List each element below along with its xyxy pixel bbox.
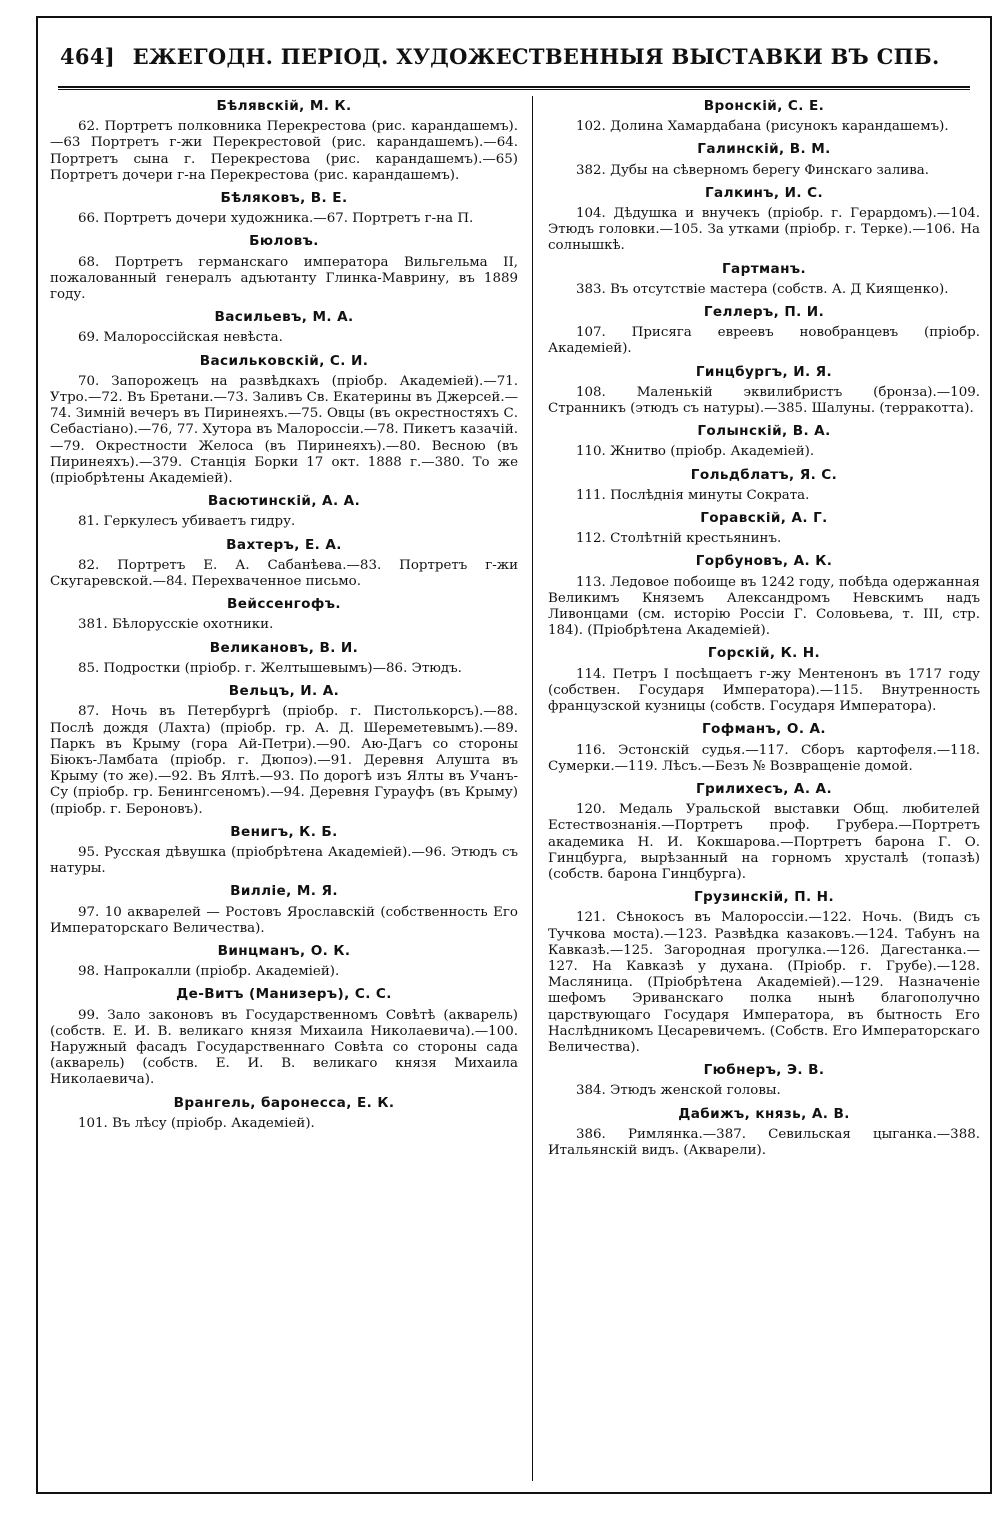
- artist-heading: Горавскій, А. Г.: [700, 510, 828, 527]
- works-entry: 81. Геркулесъ убиваетъ гидру.: [78, 514, 296, 530]
- works-entry: 386. Римлянка.—387. Севильская цыганка.—388. Итальянскій видъ. (Акварели).: [548, 1126, 980, 1158]
- artist-heading: Васильковскій, С. И.: [199, 352, 369, 369]
- page-number: 464]: [60, 44, 115, 69]
- artist-heading: Вахтеръ, Е. А.: [226, 536, 342, 553]
- works-entry: 114. Петръ I посѣщаетъ г-жу Ментенонъ въ 1717 году (собствен. Государя Императора).—115. Внутренность французской кузницы (собств. Государя Императора).: [548, 666, 980, 715]
- works-entry: 121. Сѣнокосъ въ Малороссіи.—122. Ночь. (Видъ съ Тучкова моста).—123. Развѣдка казаковъ.—124. Табунъ на Кавказѣ.—125. Загородная прогулка.—126. Дагестанка.—127. На Кавказѣ у духана. (Пріобр. г. Грубе).—128. Масляница. (Пріобрѣтена Академіей).—129. Назначеніе шефомъ Эриванскаго полка нынѣ благополучно царствующаго Государя Императора, въ бытность Его Наслѣдникомъ Цесаревичемъ. (Собств. Его Императорскаго Величества).: [548, 910, 980, 1055]
- works-entry: 98. Напрокалли (пріобр. Академіей).: [78, 964, 340, 980]
- artist-heading: Вейссенгофъ.: [227, 596, 341, 613]
- right-column: [548, 96, 980, 1161]
- works-entry: 383. Въ отсутствіе мастера (собств. А. Д Киященко).: [576, 281, 949, 297]
- page-header: [60, 44, 960, 84]
- artist-heading: Гольдблатъ, Я. С.: [690, 466, 838, 483]
- artist-heading: Геллеръ, П. И.: [703, 304, 825, 321]
- artist-heading: Венигъ, К. Б.: [230, 823, 338, 840]
- artist-heading: Грилихесъ, А. А.: [695, 780, 833, 797]
- works-entry: 97. 10 акварелей — Ростовъ Ярославскій (собственность Его Императорскаго Величества).: [50, 904, 518, 936]
- works-entry: 101. Въ лѣсу (пріобр. Академіей).: [78, 1115, 315, 1131]
- works-entry: 116. Эстонскій судья.—117. Сборъ картофеля.—118. Сумерки.—119. Лѣсъ.—Безъ № Возвращеніе домой.: [548, 742, 980, 774]
- works-entry: 112. Столѣтній крестьянинъ.: [576, 531, 782, 547]
- artist-heading: Гинцбургъ, И. Я.: [695, 363, 833, 380]
- left-column: [50, 96, 518, 1134]
- works-entry: 102. Долина Хамардабана (рисунокъ карандашемъ).: [576, 119, 949, 135]
- works-entry: 104. Дѣдушка и внучекъ (пріобр. г. Герардомъ).—104. Этюдъ головки.—105. За утками (пріобр. г. Терке).—106. На солнышкѣ.: [548, 206, 980, 254]
- artist-heading: Галинскій, В. М.: [697, 141, 831, 158]
- works-entry: 120. Медаль Уральской выставки Общ. любителей Естествознанія.—Портретъ проф. Грубера.—Портретъ академика Н. И. Кокшарова.—Портретъ барона Г. О. Гинцбурга, вырѣзанный на горномъ хрусталѣ (топазѣ) (собств. барона Гинцбурга).: [548, 802, 980, 882]
- works-entry: 99. Зало законовъ въ Государственномъ Совѣтѣ (акварель) (собств. Е. И. В. великаго князя Михаила Николаевича).—100. Наружный фасадъ Государственнаго Совѣта со стороны сада (акварель) (собств. Е. И. В. великаго князя Михаила Николаевича).: [50, 1007, 518, 1088]
- works-entry: 107. Присяга евреевъ новобранцевъ (пріобр. Академіей).: [548, 325, 980, 357]
- works-entry: 110. Жнитво (пріобр. Академіей).: [576, 444, 815, 460]
- works-entry: 68. Портретъ германскаго императора Вильгельма II, пожалованный генералъ адъютанту Глинка-Маврину, въ 1889 году.: [50, 254, 518, 303]
- works-entry: 381. Бѣлорусскіе охотники.: [78, 617, 274, 633]
- artist-heading: Великановъ, В. И.: [209, 639, 359, 656]
- works-entry: 70. Запорожецъ на развѣдкахъ (пріобр. Академіей).—71. Утро.—72. Въ Бретани.—73. Заливъ Св. Екатерины въ Джерсей.—74. Зимній вечеръ въ Пиринеяхъ.—75. Овцы (въ окрестностяхъ С. Себастіано).—76, 77. Хутора въ Малороссіи.—78. Пикетъ казачій.—79. Окрестности Желоса (въ Пиринеяхъ).—80. Весною (въ Пиринеяхъ).—379. Станція Борки 17 окт. 1888 г.—380. То же (пріобрѣтены Академіей).: [50, 373, 518, 487]
- works-entry: 384. Этюдъ женской головы.: [576, 1083, 781, 1099]
- works-entry: 82. Портретъ Е. А. Сабанѣева.—83. Портретъ г-жи Скугаревской.—84. Перехваченное письмо.: [50, 557, 518, 590]
- artist-heading: Вельцъ, И. А.: [228, 683, 340, 700]
- artist-heading: Голынскій, В. А.: [697, 423, 831, 440]
- artist-heading: Бѣлявскій, М. К.: [216, 98, 352, 114]
- artist-heading: Васильевъ, М. А.: [214, 309, 354, 326]
- artist-heading: Вронскій, С. Е.: [703, 98, 825, 114]
- artist-heading: Бѣляковъ, В. Е.: [220, 190, 348, 207]
- artist-heading: Васютинскій, А. А.: [207, 493, 361, 510]
- artist-heading: Де-Витъ (Манизеръ), С. С.: [176, 986, 392, 1003]
- column-divider: [532, 96, 533, 1481]
- page-title: ЕЖЕГОДН. ПЕРІОД. ХУДОЖЕСТВЕННЫЯ ВЫСТАВКИ ВЪ СПБ.: [132, 44, 940, 69]
- works-entry: 113. Ледовое побоище въ 1242 году, побѣда одержанная Великимъ Княземъ Александромъ Невскимъ надъ Ливонцами (см. исторію Россіи Г. Соловьева, т. III, стр. 184). (Пріобрѣтена Академіей).: [548, 574, 980, 639]
- artist-heading: Винцманъ, О. К.: [217, 942, 351, 959]
- artist-heading: Дабижъ, князь, А. В.: [678, 1105, 850, 1122]
- artist-heading: Галкинъ, И. С.: [704, 184, 824, 201]
- works-entry: 95. Русская дѣвушка (пріобрѣтена Академіей).—96. Этюдъ съ натуры.: [50, 844, 518, 877]
- artist-heading: Гартманъ.: [721, 260, 807, 277]
- artist-heading: Грузинскій, П. Н.: [693, 889, 835, 906]
- artist-heading: Гофманъ, О. А.: [701, 721, 826, 738]
- works-entry: 111. Послѣднія минуты Сократа.: [576, 487, 810, 503]
- works-entry: 66. Портретъ дочери художника.—67. Портретъ г-на П.: [78, 211, 474, 227]
- header-rule: [58, 86, 970, 90]
- works-entry: 85. Подростки (пріобр. г. Желтышевымъ)—86. Этюдъ.: [78, 660, 462, 676]
- artist-heading: Горскій, К. Н.: [707, 645, 821, 662]
- artist-heading: Врангель, баронесса, Е. К.: [173, 1094, 395, 1111]
- works-entry: 108. Маленькій эквилибристъ (бронза).—109. Странникъ (этюдъ съ натуры).—385. Шалуны. (терракотта).: [548, 384, 980, 417]
- works-entry: 69. Малороссійская невѣста.: [78, 330, 283, 346]
- works-entry: 62. Портретъ полковника Перекрестова (рис. карандашемъ).—63 Портретъ г-жи Перекрестовой (рис. карандашемъ).—64. Портретъ сына г. Перекрестова (рис. карандашемъ).—65) Портретъ дочери г-на Перекрестова (рис. карандашемъ).: [50, 119, 518, 183]
- works-entry: 382. Дубы на сѣверномъ берегу Финскаго залива.: [576, 162, 930, 178]
- artist-heading: Бюловъ.: [249, 233, 319, 250]
- artist-heading: Горбуновъ, А. К.: [695, 553, 833, 570]
- artist-heading: Виллie, М. Я.: [230, 883, 338, 900]
- artist-heading: Гюбнеръ, Э. В.: [703, 1062, 825, 1079]
- works-entry: 87. Ночь въ Петербургѣ (пріобр. г. Пистолькорсъ).—88. Послѣ дождя (Лахта) (пріобр. гр. А. Д. Шереметевымъ).—89. Паркъ въ Крыму (гора Ай-Петри).—90. Аю-Дагъ со стороны Біюкъ-Ламбата (пріобр. г. Дюпоэ).—91. Деревня Алушта въ Крыму (то же).—92. Въ Ялтѣ.—93. По дорогѣ изъ Ялты въ Учанъ-Су (пріобр. гр. Бенингсеномъ).—94. Деревня Гурауфъ (въ Крыму) (пріобр. г. Бероновъ).: [50, 704, 518, 817]
